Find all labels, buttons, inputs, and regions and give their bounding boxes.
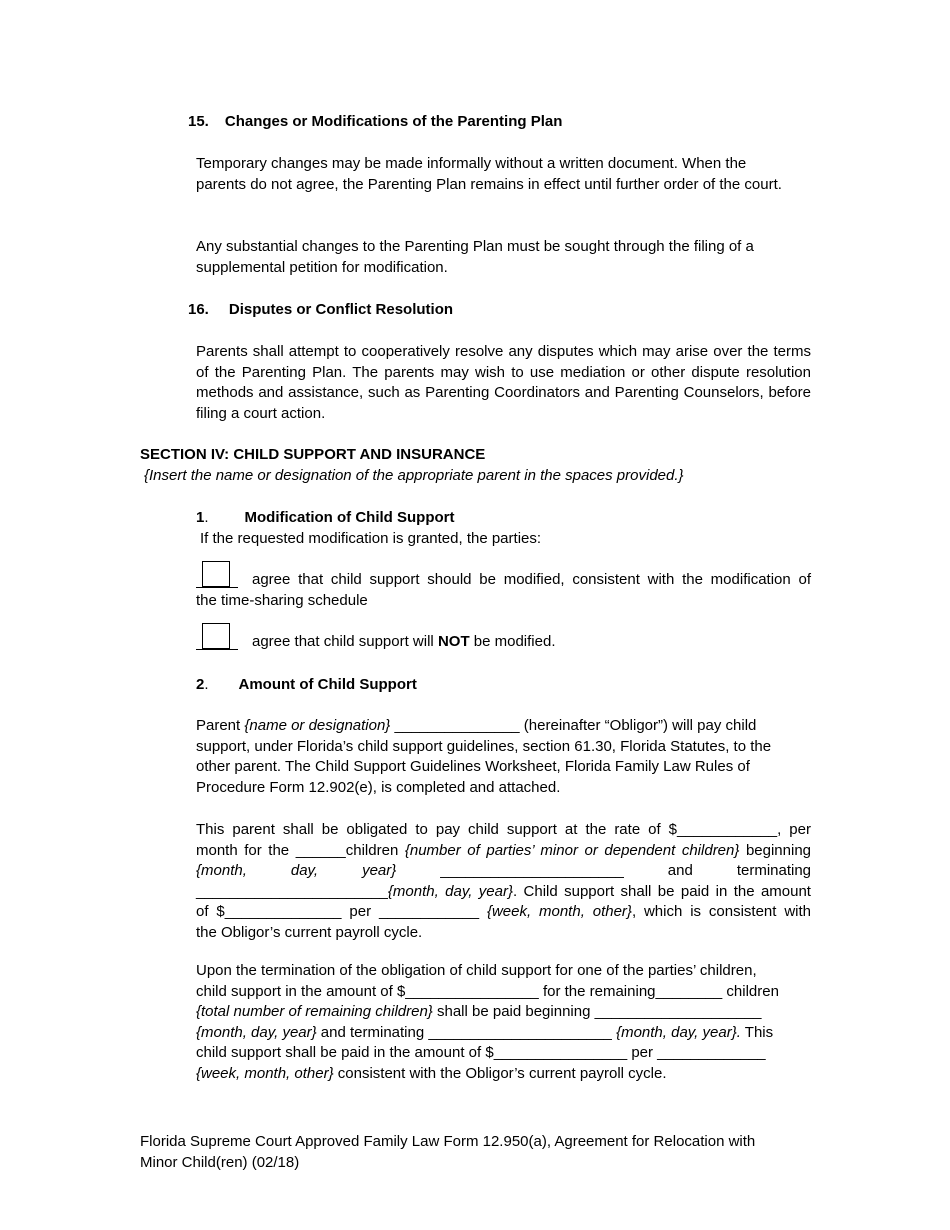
section-15-heading [188,112,788,133]
item-2-heading: 2. Amount of Child Support [196,676,417,693]
footer-line-2: Minor Child(ren) (02/18) [140,1153,300,1171]
item-1-title: Modification of Child Support [244,509,455,526]
checkbox-underline [196,649,238,650]
section-15-paragraph-1: Temporary changes may be made informally without a written document. When the parents do not agree, the Parenting Plan remains in effect until further order of the court. [196,155,782,193]
item-1-intro: If the requested modification is granted, the parties: [200,530,542,547]
option-not-modify-support-text: agree that child support will NOT be modified. [252,633,556,650]
section-16-title: Disputes or Conflict Resolution [228,301,454,318]
section-16-number: 16. [188,301,209,318]
section-16-heading [188,300,788,321]
item-1-heading: 1. Modification of Child Support [196,509,455,526]
checkbox-not-modify-support[interactable] [202,623,230,649]
section-15-title: Changes or Modifications of the Parenting Plan [224,113,563,130]
item-2-paragraph-3: Upon the termination of the obligation of child support for one of the parties’ children, child support in the amount of $________________ for the remaining________ children {total number of remaining children} shall be paid beginning ____________________ {month, day, year} and terminating ______________________ {month, day, year}. This child support shall be paid in the amount of $________________ per _____________ {week, month, other} consistent with the Obligor’s current payroll cycle. [196,962,779,1082]
section-iv-instruction: {Insert the name or designation of the appropriate parent in the spaces provided.} [144,467,684,484]
item-1-number: 1 [196,509,205,526]
section-15-number: 15. [188,113,209,130]
section-iv-heading: SECTION IV: CHILD SUPPORT AND INSURANCE [140,446,486,463]
item-2-paragraph-1: Parent {name or designation} _______________ (hereinafter “Obligor”) will pay child support, under Florida’s child support guidelines, section 61.30, Florida Statutes, to the other parent. The Child Support Guidelines Worksheet, Florida Family Law Rules of Procedure Form 12.902(e), is completed and attached. [196,717,772,796]
footer-line-1: Florida Supreme Court Approved Family Law Form 12.950(a), Agreement for Relocation with [140,1133,756,1150]
item-2-number: 2 [196,676,205,693]
item-2-title: Amount of Child Support [238,676,417,693]
item-2-paragraph-2: This parent shall be obligated to pay child support at the rate of $____________, per month for the ______children {number of parties’ minor or dependent children} beginning {month, day, year} ______________________ and terminating _______________________{month, day, year}. Child support shall be paid in the amount of $______________ per ____________ {week, month, other}, which is consistent with the Obligor’s current payroll cycle. [196,821,812,941]
option-modify-support-text: agree that child support should be modified, consistent with the modification of the time-sharing schedule [196,571,811,609]
section-15-paragraph-2: Any substantial changes to the Parenting Plan must be sought through the filing of a supplemental petition for modification. [196,238,754,276]
section-16-paragraph-1: Parents shall attempt to cooperatively resolve any disputes which may arise over the terms of the Parenting Plan. The parents may wish to use mediation or other dispute resolution methods and assistance, such as Parenting Coordinators and Parenting Counselors, before filing a court action. [196,343,811,422]
page-footer [140,1132,840,1173]
